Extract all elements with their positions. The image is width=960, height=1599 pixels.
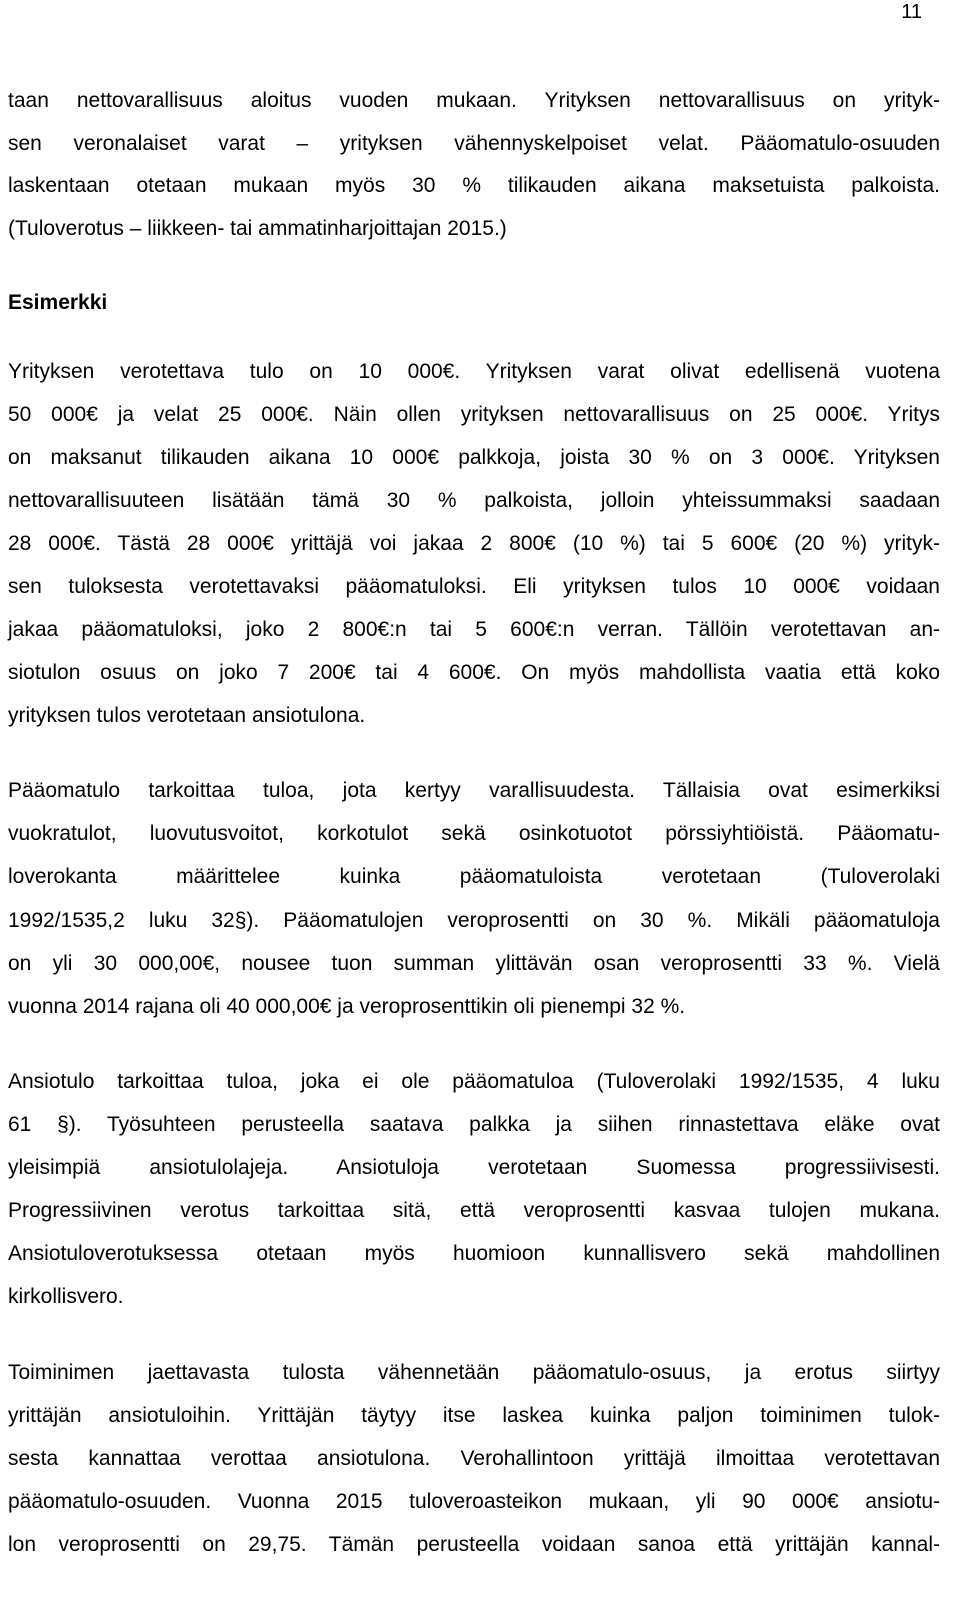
text-line: yleisimpiä ansiotulolajeja. Ansiotuloja verotetaan Suomessa progressiivisesti. xyxy=(8,1156,940,1179)
text-line: sen veronalaiset varat – yrityksen vähennyskelpoiset velat. Pääomatulo-osuuden xyxy=(8,132,940,155)
text-line: vuokratulot, luovutusvoitot, korkotulot sekä osinkotuotot pörssiyhtiöistä. Pääomatu- xyxy=(8,822,940,845)
text-line: Toiminimen jaettavasta tulosta vähennetään pääomatulo-osuus, ja erotus siirtyy xyxy=(8,1361,940,1384)
text-line: Ansiotulo tarkoittaa tuloa, joka ei ole pääomatuloa (Tuloverolaki 1992/1535, 4 luku xyxy=(8,1070,940,1093)
text-line: sesta kannattaa verottaa ansiotulona. Verohallintoon yrittäjä ilmoittaa verotettavan xyxy=(8,1447,940,1470)
text-line: on maksanut tilikauden aikana 10 000€ palkkoja, joista 30 % on 3 000€. Yrityksen xyxy=(8,446,940,469)
text-line: Ansiotuloverotuksessa otetaan myös huomioon kunnallisvero sekä mahdollinen xyxy=(8,1242,940,1265)
text-line: siotulon osuus on joko 7 200€ tai 4 600€. On myös mahdollista vaatia että koko xyxy=(8,661,940,684)
text-line: Progressiivinen verotus tarkoittaa sitä, että veroprosentti kasvaa tulojen mukana. xyxy=(8,1199,940,1222)
text-line: 1992/1535,2 luku 32§). Pääomatulojen veroprosentti on 30 %. Mikäli pääomatuloja xyxy=(8,909,940,932)
text-line: jakaa pääomatuloksi, joko 2 800€:n tai 5 600€:n verran. Tällöin verotettavan an- xyxy=(8,618,940,641)
text-line: yrittäjän ansiotuloihin. Yrittäjän täytyy itse laskea kuinka paljon toiminimen tulok- xyxy=(8,1404,940,1427)
text-line: yrityksen tulos verotetaan ansiotulona. xyxy=(8,704,366,727)
text-line: Yrityksen verotettava tulo on 10 000€. Yrityksen varat olivat edellisenä vuotena xyxy=(8,360,940,383)
text-line: 61 §). Työsuhteen perusteella saatava palkka ja siihen rinnastettava eläke ovat xyxy=(8,1113,940,1136)
text-line: taan nettovarallisuus aloitus vuoden mukaan. Yrityksen nettovarallisuus on yrityk- xyxy=(8,89,940,112)
text-line: loverokanta määrittelee kuinka pääomatuloista verotetaan (Tuloverolaki xyxy=(8,865,940,888)
text-line: laskentaan otetaan mukaan myös 30 % tilikauden aikana maksetuista palkoista. xyxy=(8,174,940,197)
text-line: kirkollisvero. xyxy=(8,1285,124,1308)
text-line: pääomatulo-osuuden. Vuonna 2015 tuloveroasteikon mukaan, yli 90 000€ ansiotu- xyxy=(8,1490,940,1513)
section-heading: Esimerkki xyxy=(8,291,108,314)
text-line: lon veroprosentti on 29,75. Tämän perusteella voidaan sanoa että yrittäjän kannal- xyxy=(8,1533,940,1556)
text-line: 28 000€. Tästä 28 000€ yrittäjä voi jakaa 2 800€ (10 %) tai 5 600€ (20 %) yrityk- xyxy=(8,532,940,555)
text-line: nettovarallisuuteen lisätään tämä 30 % palkoista, jolloin yhteissummaksi saadaan xyxy=(8,489,940,512)
text-line: Pääomatulo tarkoittaa tuloa, jota kertyy varallisuudesta. Tällaisia ovat esimerkiksi xyxy=(8,779,940,802)
text-line: sen tuloksesta verotettavaksi pääomatuloksi. Eli yrityksen tulos 10 000€ voidaan xyxy=(8,575,940,598)
text-line: vuonna 2014 rajana oli 40 000,00€ ja veroprosenttikin oli pienempi 32 %. xyxy=(8,995,686,1018)
text-line: on yli 30 000,00€, nousee tuon summan ylittävän osan veroprosentti 33 %. Vielä xyxy=(8,952,940,975)
text-line: (Tuloverotus – liikkeen- tai ammatinharjoittajan 2015.) xyxy=(8,217,507,240)
page-number: 11 xyxy=(901,1,922,23)
text-line: 50 000€ ja velat 25 000€. Näin ollen yrityksen nettovarallisuus on 25 000€. Yritys xyxy=(8,403,940,426)
